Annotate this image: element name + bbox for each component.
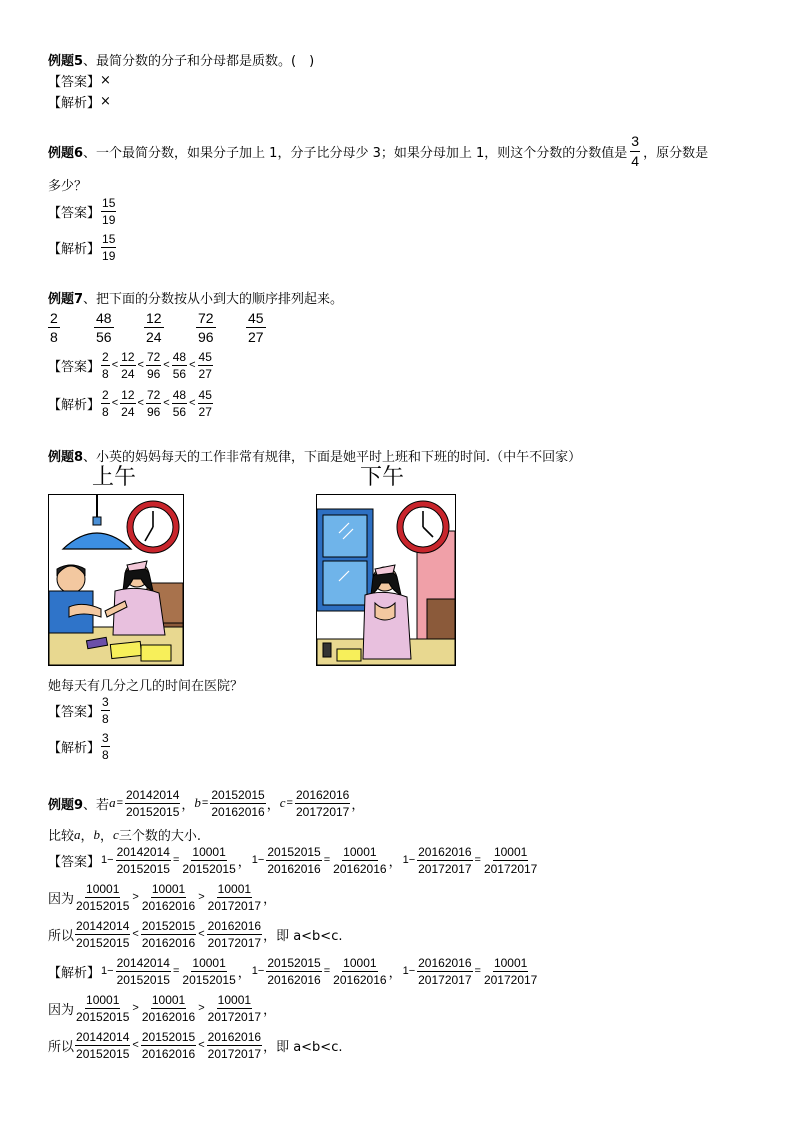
denominator: 27 [198, 404, 212, 419]
equals: = [116, 797, 123, 809]
numerator: 20142014 [76, 1029, 130, 1044]
analysis-label: 【解析】 [48, 397, 101, 413]
sorted-fraction [198, 350, 213, 381]
ex9-analysis-line2 [48, 991, 276, 1025]
one-minus: 1− [402, 854, 416, 866]
ex6-text-b: ，原分数是 [643, 145, 709, 161]
ex5-text: 、最简分数的分子和分母都是质数。( ) [83, 54, 315, 69]
afternoon-scene [317, 495, 455, 665]
denominator: 24 [121, 366, 135, 381]
answer-label: 【答案】 [48, 359, 101, 375]
comma: ， [237, 854, 251, 870]
less-than: < [189, 359, 196, 371]
var-a: a [109, 795, 116, 810]
denominator: 20172017 [418, 972, 472, 987]
greater-than: > [132, 891, 139, 903]
numerator: 48 [172, 349, 187, 364]
numerator: 45 [198, 349, 212, 364]
numerator: 20142014 [76, 918, 130, 933]
denominator: 20152015 [76, 1009, 130, 1024]
numerator: 20162016 [207, 1029, 262, 1044]
fraction [266, 956, 321, 987]
equals: = [201, 797, 209, 809]
denominator: 96 [198, 329, 214, 345]
ex7-fraction-5 [246, 309, 266, 346]
one-minus: 1− [251, 854, 265, 866]
fraction [141, 1030, 196, 1061]
sorted-fraction [198, 388, 213, 419]
compare-text: 比较 [48, 829, 75, 844]
less-than: < [111, 397, 119, 409]
numerator: 2 [50, 310, 58, 326]
equals: = [474, 854, 481, 866]
numerator: 10001 [343, 955, 377, 970]
answer-label: 【答案】 [48, 704, 101, 720]
fraction [207, 919, 262, 950]
denominator: 20162016 [141, 898, 196, 913]
one-minus: 1− [402, 965, 416, 977]
fraction-b [210, 788, 265, 819]
ex6-answer [48, 194, 117, 228]
ex9-if: 、若 [83, 797, 110, 813]
answer-label: 【答案】 [48, 205, 101, 221]
fraction [483, 845, 538, 876]
less-than: < [132, 928, 139, 940]
denominator: 20152015 [116, 972, 170, 987]
analysis-fraction [101, 232, 116, 263]
ex8-prefix: 例题8 [48, 450, 84, 465]
ex8-text: 、小英的妈妈每天的工作非常有规律，下面是她平时上班和下班的时间.（中午不回家） [83, 450, 582, 465]
numerator: 45 [248, 310, 264, 326]
equals: = [323, 854, 331, 866]
greater-than: > [132, 1002, 139, 1014]
numerator: 10001 [493, 955, 528, 970]
denominator: 20162016 [333, 972, 387, 987]
denominator: 20152015 [76, 1046, 130, 1061]
denominator: 8 [102, 747, 109, 762]
comma: ， [351, 797, 365, 813]
answer-fraction [101, 695, 110, 726]
ex8-analysis [48, 729, 111, 763]
numerator: 48 [96, 310, 112, 326]
denominator: 24 [121, 404, 135, 419]
fraction [207, 1030, 262, 1061]
denominator: 20172017 [295, 804, 350, 819]
ex6-question-cont [48, 175, 87, 194]
sorted-fraction [101, 350, 110, 381]
denominator: 96 [146, 366, 161, 381]
ex7-prefix: 例题7 [48, 292, 84, 307]
afternoon-caption: 下午 [360, 465, 405, 490]
numerator: 20152015 [211, 787, 265, 802]
less-than: < [163, 359, 170, 371]
fraction [483, 956, 538, 987]
denominator: 20172017 [418, 861, 472, 876]
numerator: 12 [121, 349, 135, 364]
ex5-analysis [48, 92, 111, 111]
conclusion: ，即 a<b<c. [263, 928, 343, 944]
denominator: 8 [102, 404, 109, 419]
analysis-label: 【解析】 [48, 740, 101, 756]
denominator: 20152015 [182, 861, 236, 876]
numerator: 20152015 [141, 1029, 196, 1044]
because-label: 因为 [48, 891, 75, 907]
compare-text-end: 三个数的大小. [118, 829, 201, 844]
denominator: 19 [102, 212, 116, 227]
fraction [417, 845, 472, 876]
analysis-label: 【解析】 [48, 241, 101, 257]
comma: ， [100, 829, 114, 844]
fraction-c [295, 788, 350, 819]
numerator: 20162016 [418, 844, 472, 859]
ex8-sub-text: 她每天有几分之几的时间在医院？ [48, 679, 244, 694]
conclusion: ，即 a<b<c. [263, 1039, 343, 1055]
fraction [116, 845, 171, 876]
denominator: 20172017 [207, 1046, 262, 1061]
numerator: 20152015 [267, 955, 321, 970]
analysis-label: 【解析】 [48, 965, 101, 981]
fraction [207, 882, 262, 913]
sorted-fraction [146, 388, 161, 419]
denominator: 20162016 [333, 861, 387, 876]
equals: = [323, 965, 331, 977]
equals: = [172, 965, 180, 977]
numerator: 20152015 [141, 918, 196, 933]
equals: = [172, 854, 180, 866]
numerator: 10001 [151, 992, 186, 1007]
numerator: 20142014 [116, 955, 170, 970]
denominator: 20162016 [141, 1046, 196, 1061]
denominator: 8 [102, 711, 109, 726]
numerator: 2 [102, 349, 109, 364]
fraction [75, 882, 130, 913]
ex7-fraction-3 [144, 309, 164, 346]
ex6-question [48, 131, 708, 171]
fraction [181, 845, 236, 876]
fraction [332, 956, 387, 987]
var-c: c [113, 826, 119, 842]
numerator: 72 [198, 310, 214, 326]
numerator: 3 [102, 694, 109, 709]
comma: ， [266, 797, 280, 813]
sorted-fraction [120, 350, 135, 381]
var-a: a [74, 826, 81, 842]
greater-than: > [198, 891, 205, 903]
denominator: 20162016 [141, 935, 196, 950]
ex9-analysis-line3 [48, 1028, 342, 1062]
denominator: 20162016 [141, 1009, 196, 1024]
denominator: 20172017 [207, 1009, 262, 1024]
sorted-fraction [101, 388, 110, 419]
fraction [141, 919, 196, 950]
denominator: 20172017 [207, 935, 262, 950]
ex6-analysis [48, 230, 117, 264]
comma: ， [80, 829, 94, 844]
ex9-compare [48, 825, 201, 844]
ex7-fraction-1 [48, 309, 60, 346]
ex9-answer-line2 [48, 880, 276, 914]
analysis-fraction [101, 731, 110, 762]
ex6-text-a: 、一个最简分数，如果分子加上 1，分子比分母少 3；如果分母加上 1，则这个分数的分数值是 [83, 145, 628, 161]
fraction [141, 882, 196, 913]
numerator: 10001 [151, 881, 186, 896]
numerator: 3 [630, 133, 640, 152]
because-label: 因为 [48, 1002, 75, 1018]
comma: ， [263, 891, 277, 907]
analysis-label: 【解析】 [48, 96, 101, 111]
fraction-a [125, 788, 180, 819]
numerator: 10001 [493, 844, 528, 859]
denominator: 20152015 [126, 804, 180, 819]
afternoon-illustration [316, 494, 456, 666]
numerator: 10001 [192, 844, 226, 859]
denominator: 19 [102, 248, 116, 263]
morning-scene [49, 495, 183, 665]
numerator: 20162016 [418, 955, 472, 970]
denominator: 56 [172, 366, 187, 381]
comma: ， [181, 797, 195, 813]
ex5-answer [48, 71, 111, 90]
fraction [181, 956, 236, 987]
comma: ， [388, 965, 402, 981]
denominator: 56 [172, 404, 187, 419]
numerator: 10001 [192, 955, 226, 970]
numerator: 10001 [217, 992, 252, 1007]
answer-label: 【答案】 [48, 854, 101, 870]
fraction [116, 956, 171, 987]
denominator: 20162016 [267, 861, 321, 876]
fraction [75, 919, 130, 950]
sorted-fraction [172, 350, 187, 381]
ex9-answer-line1 [48, 843, 539, 877]
comma: ， [237, 965, 251, 981]
numerator: 15 [102, 231, 116, 246]
fraction [417, 956, 472, 987]
fraction [141, 993, 196, 1024]
ex7-answer [48, 347, 214, 383]
comma: ， [263, 1002, 277, 1018]
ex5-question [48, 50, 314, 69]
less-than: < [111, 359, 119, 371]
less-than: < [137, 359, 144, 371]
morning-caption: 上午 [92, 465, 137, 490]
numerator: 2 [102, 387, 109, 402]
fraction [332, 845, 387, 876]
fraction [207, 993, 262, 1024]
denominator: 20172017 [207, 898, 262, 913]
fraction [75, 993, 130, 1024]
var-b: b [194, 795, 201, 810]
ex9-prefix: 例题9 [48, 797, 84, 813]
ex7-text: 、把下面的分数按从小到大的顺序排列起来。 [83, 292, 344, 307]
ex7-fraction-4 [196, 309, 216, 346]
numerator: 15 [102, 195, 116, 210]
one-minus: 1− [251, 965, 265, 977]
var-c: c [279, 795, 286, 810]
numerator: 3 [102, 730, 109, 745]
var-b: b [93, 826, 101, 842]
ex5-prefix: 例题5 [48, 54, 84, 69]
less-than: < [137, 397, 144, 409]
denominator: 20172017 [483, 861, 538, 876]
denominator: 4 [631, 152, 640, 169]
denominator: 8 [50, 329, 58, 345]
equals: = [474, 965, 481, 977]
less-than: < [163, 397, 170, 409]
so-label: 所以 [48, 1039, 75, 1055]
less-than: < [132, 1039, 139, 1051]
answer-label: 【答案】 [48, 75, 101, 90]
denominator: 27 [198, 366, 212, 381]
numerator: 20162016 [207, 918, 262, 933]
fraction [266, 845, 321, 876]
numerator: 20152015 [267, 844, 321, 859]
denominator: 20152015 [76, 898, 130, 913]
sorted-fraction [120, 388, 135, 419]
numerator: 45 [198, 387, 212, 402]
denominator: 24 [146, 329, 162, 345]
denominator: 27 [248, 329, 264, 345]
denominator: 20152015 [116, 861, 170, 876]
numerator: 12 [146, 310, 162, 326]
ex9-answer-line3 [48, 917, 342, 951]
one-minus: 1− [101, 965, 114, 977]
denominator: 20172017 [483, 972, 538, 987]
one-minus: 1− [101, 854, 114, 866]
denominator: 20162016 [267, 972, 321, 987]
ex9-analysis-line1 [48, 954, 539, 988]
numerator: 72 [146, 349, 161, 364]
denominator: 20152015 [76, 935, 130, 950]
less-than: < [189, 397, 196, 409]
ex8-answer [48, 693, 111, 727]
less-than: < [198, 928, 205, 940]
comma: ， [388, 854, 402, 870]
less-than: < [198, 1039, 205, 1051]
ex6-fraction [630, 133, 640, 170]
analysis-value: × [100, 94, 111, 109]
fraction [75, 1030, 130, 1061]
numerator: 10001 [86, 992, 120, 1007]
denominator: 8 [102, 366, 109, 381]
answer-fraction [101, 196, 116, 227]
numerator: 48 [172, 387, 187, 402]
ex7-question [48, 288, 343, 307]
numerator: 20142014 [116, 844, 170, 859]
sorted-fraction [172, 388, 187, 419]
numerator: 10001 [217, 881, 252, 896]
ex9-question [48, 786, 364, 820]
sorted-fraction [146, 350, 161, 381]
denominator: 20152015 [182, 972, 236, 987]
numerator: 20142014 [126, 787, 180, 802]
numerator: 20162016 [295, 787, 350, 802]
ex7-fraction-2 [94, 309, 114, 346]
answer-value: × [100, 73, 111, 88]
equals: = [286, 797, 293, 809]
morning-illustration [48, 494, 184, 666]
numerator: 10001 [86, 881, 120, 896]
denominator: 96 [146, 404, 161, 419]
ex6-text-c: 多少？ [48, 179, 88, 194]
numerator: 10001 [343, 844, 377, 859]
so-label: 所以 [48, 928, 75, 944]
ex8-sub-question [48, 675, 243, 694]
ex6-prefix: 例题6 [48, 145, 84, 161]
greater-than: > [198, 1002, 205, 1014]
denominator: 56 [96, 329, 112, 345]
ex7-analysis [48, 385, 214, 421]
numerator: 12 [121, 387, 135, 402]
denominator: 20162016 [211, 804, 265, 819]
numerator: 72 [146, 387, 161, 402]
